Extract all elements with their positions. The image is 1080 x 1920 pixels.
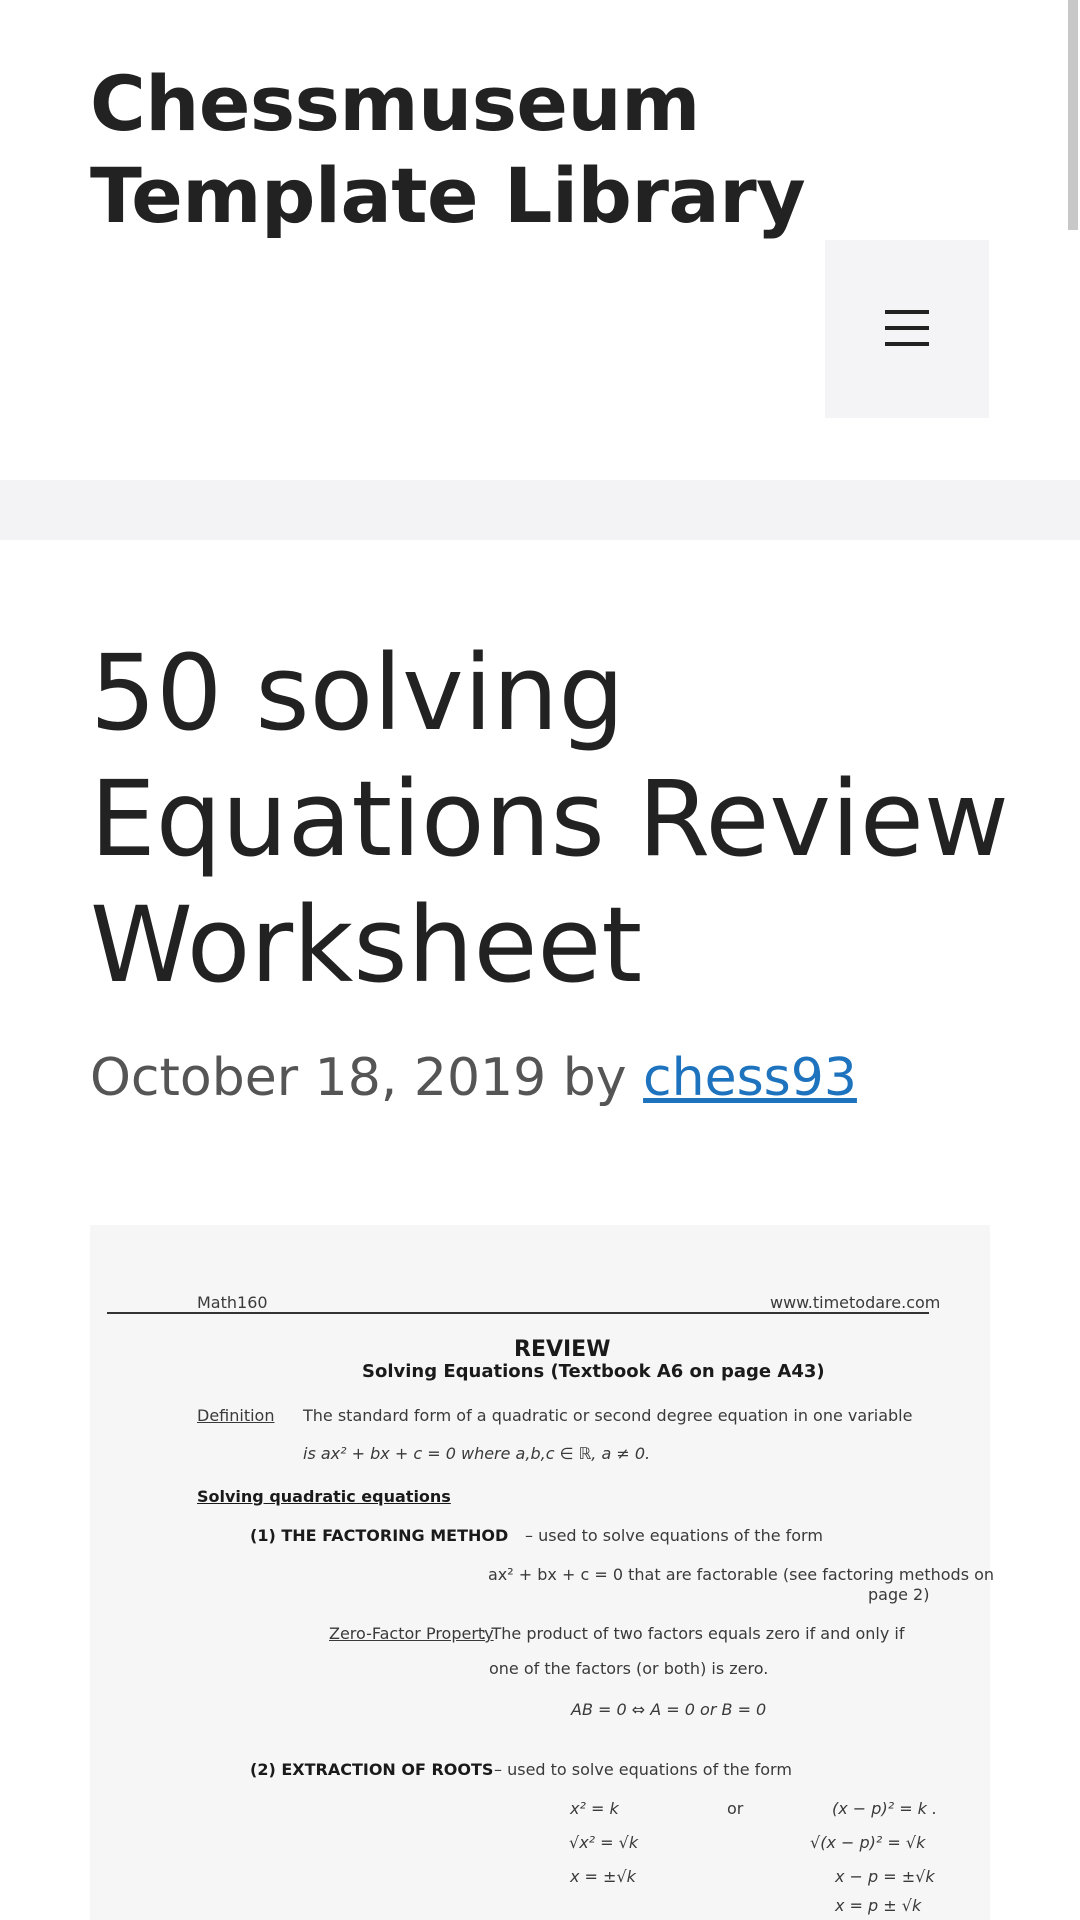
article-meta xyxy=(90,1045,857,1111)
worksheet-header-rule xyxy=(107,1312,929,1314)
or-label: or xyxy=(727,1799,744,1818)
site-title-line1[interactable]: Chessmuseum xyxy=(90,59,700,148)
left-equation-1: x² = k xyxy=(570,1799,619,1818)
by-label: by xyxy=(562,1048,627,1108)
post-date: October 18, 2019 xyxy=(90,1048,547,1108)
site-title[interactable] xyxy=(90,58,805,242)
method2-text: – used to solve equations of the form xyxy=(494,1760,792,1779)
article-title-line1: 50 solving xyxy=(90,632,625,754)
hamburger-menu-icon xyxy=(885,310,929,346)
worksheet-heading: REVIEW xyxy=(514,1337,611,1362)
zero-factor-formula: AB = 0 ⇔ A = 0 or B = 0 xyxy=(571,1700,767,1719)
worksheet-subheading: Solving Equations (Textbook A6 on page A43) xyxy=(362,1361,825,1382)
zero-factor-text: : The product of two factors equals zero if and only if xyxy=(481,1624,905,1643)
author-link[interactable]: chess93 xyxy=(643,1048,857,1108)
site-header xyxy=(0,0,1080,480)
article-title-line3: Worksheet xyxy=(90,884,643,1006)
zero-factor-text2: one of the factors (or both) is zero. xyxy=(489,1659,769,1678)
method2-title: (2) EXTRACTION OF ROOTS xyxy=(250,1760,494,1779)
left-equation-3: x = ±√k xyxy=(570,1867,636,1886)
worksheet-course: Math160 xyxy=(197,1293,268,1312)
header-divider-band xyxy=(0,480,1080,540)
scrollbar-thumb[interactable] xyxy=(1068,0,1078,230)
article-title xyxy=(90,630,1050,1008)
method1-formula: ax² + bx + c = 0 that are factorable (see factoring methods on xyxy=(488,1565,995,1584)
article-title-line2: Equations Review xyxy=(90,758,1009,880)
method1-title: (1) THE FACTORING METHOD xyxy=(250,1526,509,1545)
worksheet-website: www.timetodare.com xyxy=(770,1293,941,1312)
method1-page: page 2) xyxy=(868,1585,930,1604)
right-equation-1: (x − p)² = k . xyxy=(832,1799,938,1818)
right-equation-4: x = p ± √k xyxy=(835,1896,922,1915)
right-equation-2: √(x − p)² = √k xyxy=(810,1833,926,1852)
site-title-line2[interactable]: Template Library xyxy=(90,151,806,240)
menu-toggle-button[interactable] xyxy=(825,240,989,418)
method1-text: – used to solve equations of the form xyxy=(525,1526,823,1545)
definition-label: Definition xyxy=(197,1406,275,1425)
zero-factor-label: Zero-Factor Property xyxy=(329,1624,494,1643)
right-equation-3: x − p = ±√k xyxy=(835,1867,935,1886)
definition-text: The standard form of a quadratic or second degree equation in one variable xyxy=(303,1406,913,1425)
left-equation-2: √x² = √k xyxy=(569,1833,639,1852)
section-label: Solving quadratic equations xyxy=(197,1487,451,1506)
definition-formula: is ax² + bx + c = 0 where a,b,c ∈ ℝ, a ≠ 0. xyxy=(303,1444,651,1463)
